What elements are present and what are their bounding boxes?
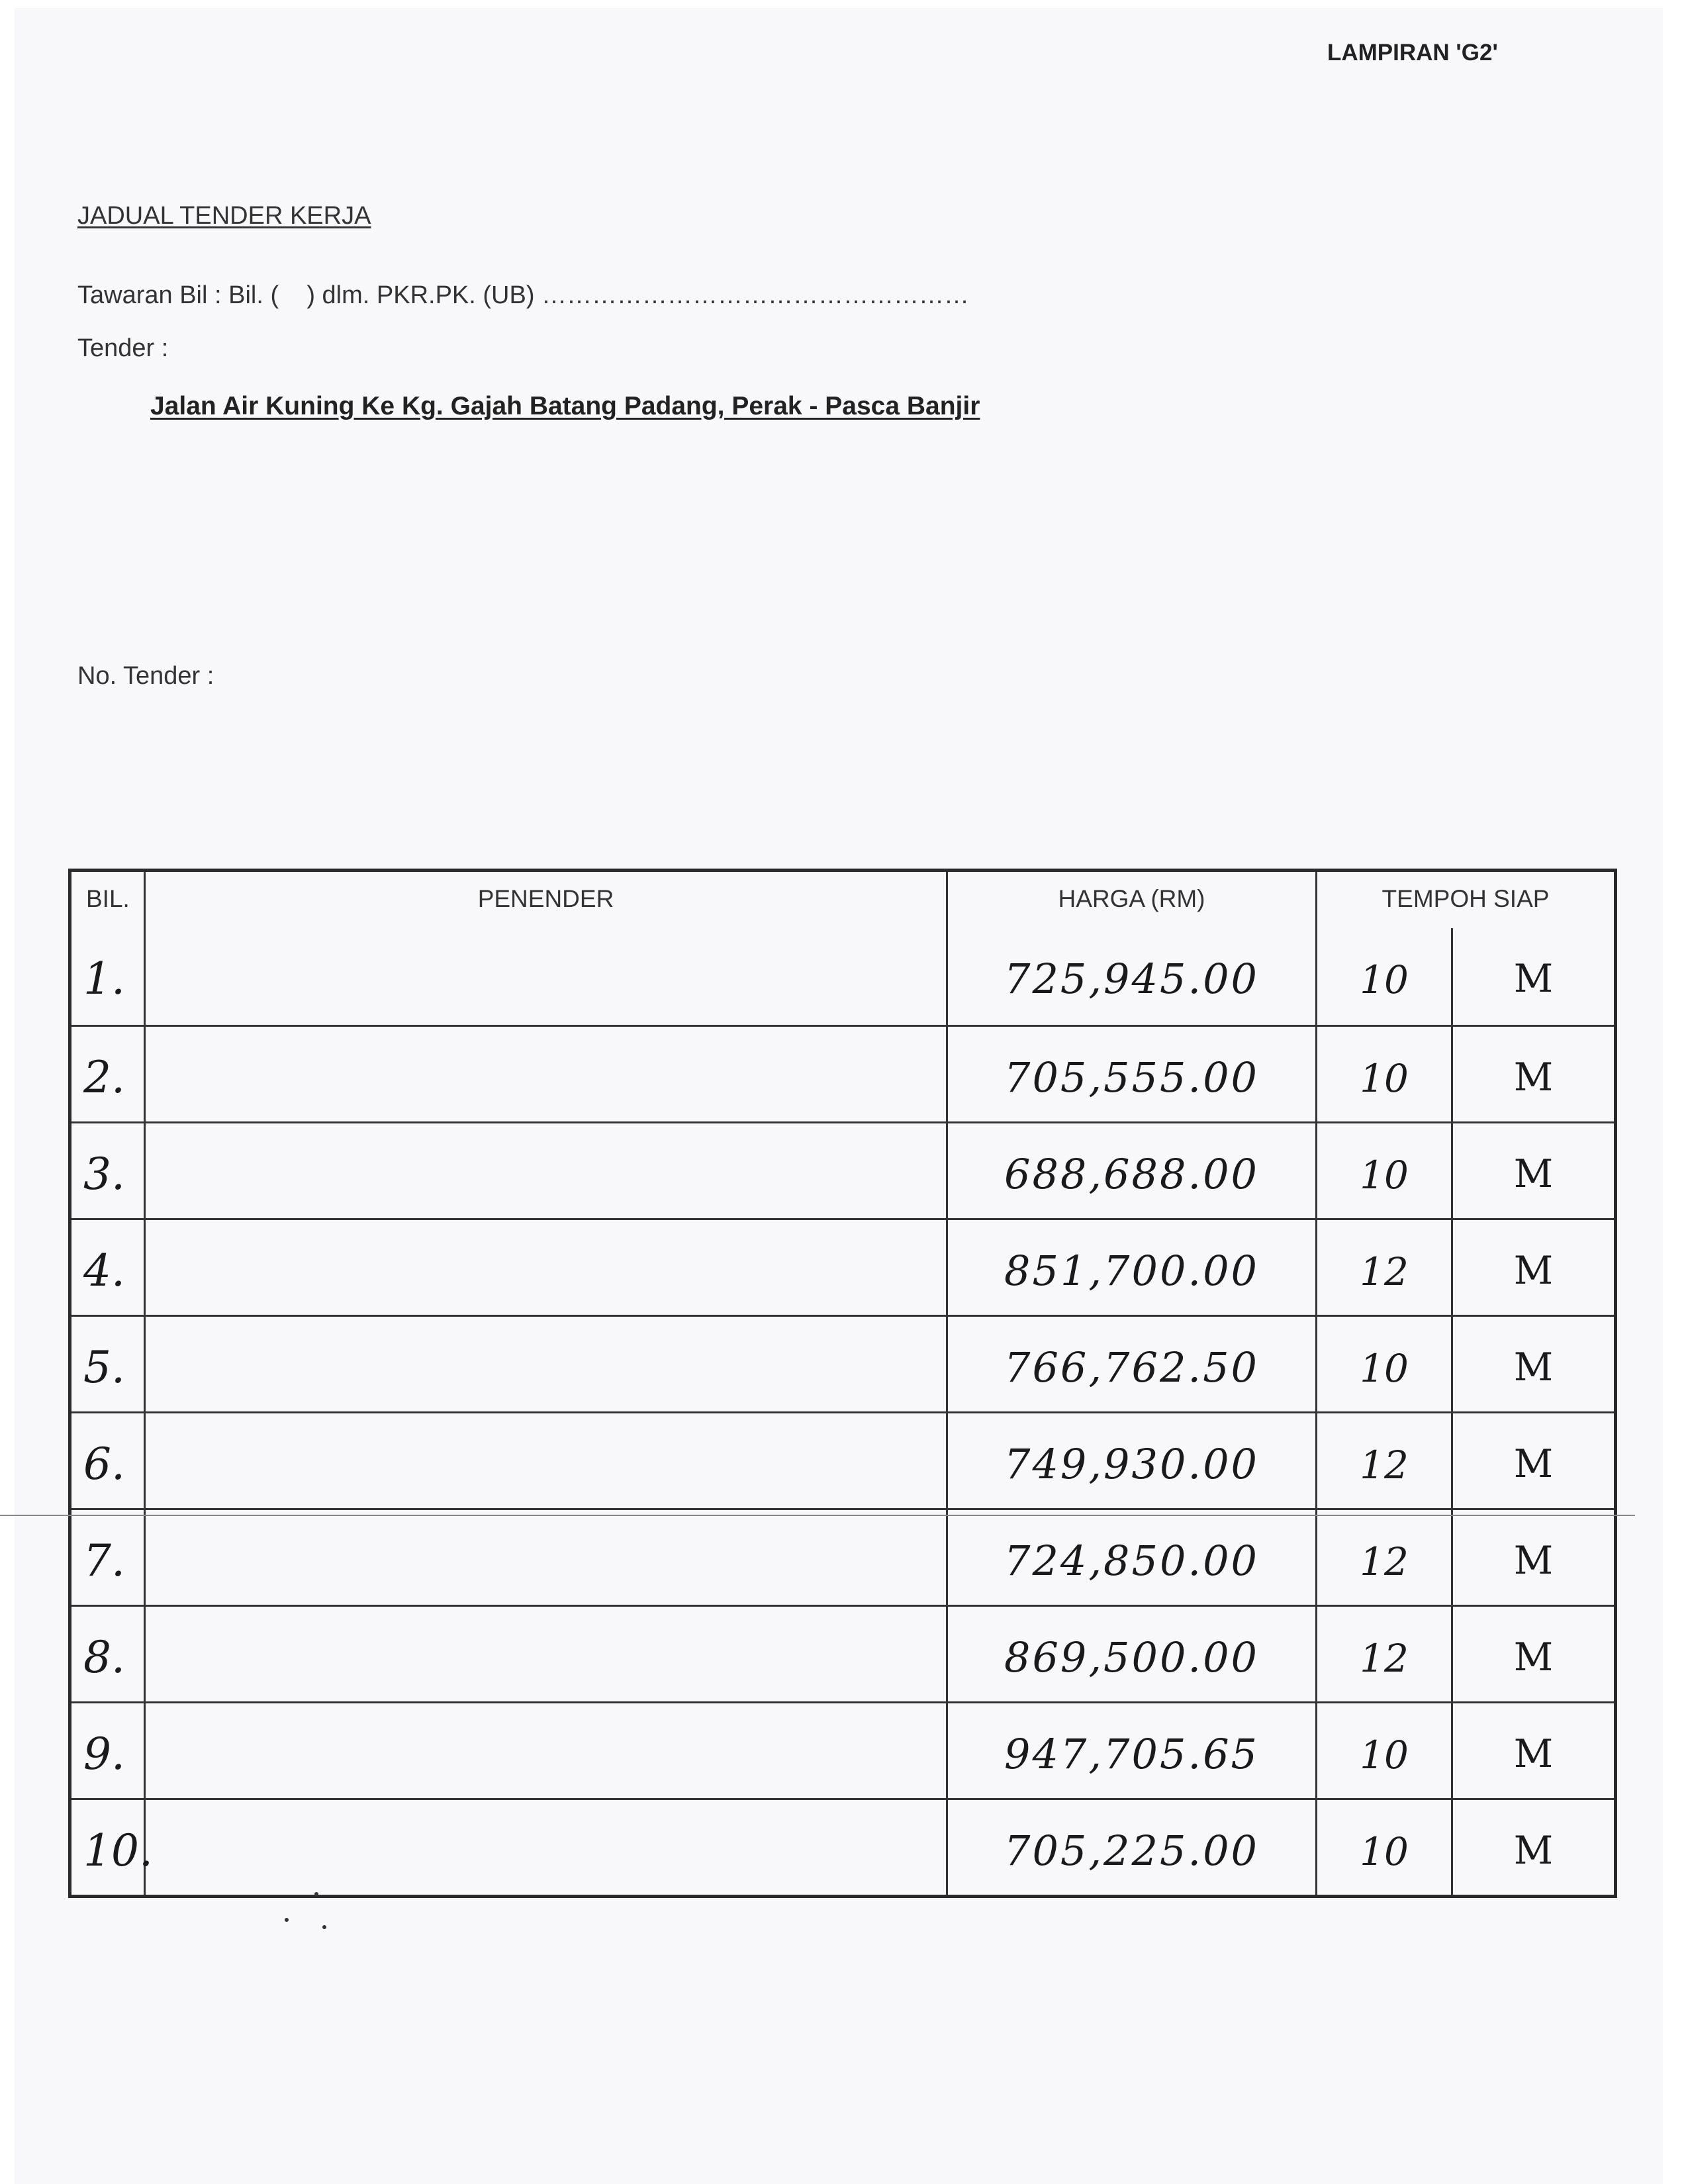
harga-value: 724,850.00 [1004, 1537, 1259, 1585]
harga-value: 749,930.00 [1004, 1440, 1259, 1488]
cell-tempoh-number [1317, 928, 1453, 1025]
bil-value: 6. [83, 1439, 125, 1490]
table-body [71, 928, 1614, 1895]
cell-bil [71, 1317, 146, 1411]
tempoh-value: 10 [1360, 1056, 1409, 1101]
tawaran-line: Tawaran Bil : Bil. ( ) dlm. PKR.PK. (UB) …………………………………………… [77, 281, 970, 309]
bil-value: 9. [83, 1729, 125, 1780]
scan-artifact-line [0, 1515, 1635, 1516]
cell-tempoh-unit [1453, 1800, 1614, 1895]
bil-value: 2. [83, 1052, 125, 1103]
tempoh-value: 12 [1360, 1249, 1409, 1294]
header-tempoh-label: TEMPOH SIAP [1382, 885, 1550, 912]
tempoh-value: 10 [1360, 1346, 1409, 1391]
cell-harga [948, 1317, 1317, 1411]
table-row [71, 1025, 1614, 1121]
harga-value: 947,705.65 [1004, 1730, 1259, 1778]
cell-penender [146, 1703, 948, 1798]
bil-value: 8. [83, 1632, 125, 1683]
bil-value: 4. [83, 1245, 125, 1296]
tempoh-value: 12 [1360, 1539, 1409, 1584]
scan-speck [285, 1918, 289, 1922]
table-row [71, 1798, 1614, 1895]
cell-bil [71, 928, 146, 1025]
cell-tempoh-unit [1453, 1510, 1614, 1605]
scan-speck [322, 1925, 326, 1929]
tempoh-unit: M [1513, 1055, 1554, 1100]
cell-harga [948, 1510, 1317, 1605]
bil-value: 5. [83, 1342, 125, 1393]
harga-value: 705,225.00 [1004, 1827, 1259, 1875]
tempoh-unit: M [1513, 1538, 1554, 1583]
cell-harga [948, 1703, 1317, 1798]
cell-harga [948, 928, 1317, 1025]
cell-penender [146, 1510, 948, 1605]
harga-value: 766,762.50 [1004, 1343, 1259, 1392]
lampiran-label: LAMPIRAN 'G2' [1327, 40, 1498, 66]
tender-label: Tender : [77, 334, 169, 362]
cell-bil [71, 1123, 146, 1218]
cell-penender [146, 1607, 948, 1701]
cell-tempoh-number [1317, 1220, 1453, 1315]
cell-harga [948, 1220, 1317, 1315]
cell-bil [71, 1027, 146, 1121]
cell-tempoh-unit [1453, 928, 1614, 1025]
cell-tempoh-number [1317, 1123, 1453, 1218]
cell-bil [71, 1607, 146, 1701]
header-bil-label: BIL. [86, 885, 130, 912]
tempoh-value: 10 [1360, 1153, 1409, 1198]
table-row [71, 1121, 1614, 1218]
cell-bil [71, 1510, 146, 1605]
header-harga-label: HARGA (RM) [1058, 885, 1205, 912]
table-row [71, 928, 1614, 1025]
header-cell-tempoh [1317, 872, 1614, 928]
tempoh-unit: M [1513, 1635, 1554, 1680]
cell-tempoh-unit [1453, 1220, 1614, 1315]
cell-tempoh-number [1317, 1703, 1453, 1798]
table-row [71, 1218, 1614, 1315]
table-header-row [71, 872, 1614, 928]
cell-tempoh-unit [1453, 1703, 1614, 1798]
cell-tempoh-unit [1453, 1027, 1614, 1121]
header-penender-label: PENENDER [477, 885, 614, 912]
harga-value: 688,688.00 [1004, 1150, 1259, 1198]
cell-penender [146, 1027, 948, 1121]
tempoh-unit: M [1513, 1248, 1554, 1293]
harga-value: 725,945.00 [1004, 955, 1259, 1003]
header-cell-harga [948, 872, 1317, 928]
cell-tempoh-unit [1453, 1317, 1614, 1411]
tempoh-unit: M [1513, 1345, 1554, 1390]
cell-penender [146, 1123, 948, 1218]
cell-harga [948, 1123, 1317, 1218]
bil-value: 10. [83, 1825, 153, 1876]
bil-value: 1. [83, 953, 125, 1004]
tempoh-value: 12 [1360, 1636, 1409, 1681]
tempoh-unit: M [1513, 1731, 1554, 1776]
tender-table [68, 869, 1617, 1898]
no-tender-label: No. Tender : [77, 662, 214, 690]
tempoh-value: 12 [1360, 1443, 1409, 1488]
harga-value: 705,555.00 [1004, 1053, 1259, 1102]
tempoh-unit: M [1513, 956, 1554, 1001]
cell-tempoh-number [1317, 1607, 1453, 1701]
cell-tempoh-unit [1453, 1123, 1614, 1218]
table-row [71, 1508, 1614, 1605]
tempoh-value: 10 [1360, 957, 1409, 1002]
cell-harga [948, 1607, 1317, 1701]
cell-bil [71, 1220, 146, 1315]
cell-tempoh-number [1317, 1027, 1453, 1121]
table-row [71, 1411, 1614, 1508]
document-title: JADUAL TENDER KERJA [77, 202, 371, 230]
tempoh-unit: M [1513, 1828, 1554, 1873]
table-row [71, 1605, 1614, 1701]
harga-value: 869,500.00 [1004, 1633, 1259, 1682]
cell-tempoh-number [1317, 1510, 1453, 1605]
cell-harga [948, 1800, 1317, 1895]
bil-value: 3. [83, 1149, 125, 1200]
scan-speck [314, 1892, 318, 1896]
tempoh-unit: M [1513, 1441, 1554, 1486]
cell-harga [948, 1027, 1317, 1121]
cell-harga [948, 1413, 1317, 1508]
cell-penender [146, 1220, 948, 1315]
cell-tempoh-unit [1453, 1607, 1614, 1701]
header-cell-penender [146, 872, 948, 928]
tender-title: Jalan Air Kuning Ke Kg. Gajah Batang Padang, Perak - Pasca Banjir [150, 392, 980, 420]
header-cell-bil [71, 872, 146, 928]
cell-bil [71, 1413, 146, 1508]
tempoh-unit: M [1513, 1151, 1554, 1196]
cell-tempoh-number [1317, 1317, 1453, 1411]
harga-value: 851,700.00 [1004, 1247, 1259, 1295]
cell-penender [146, 1317, 948, 1411]
tempoh-value: 10 [1360, 1733, 1409, 1778]
cell-penender [146, 928, 948, 1025]
cell-penender [146, 1800, 948, 1895]
table-row [71, 1315, 1614, 1411]
bil-value: 7. [83, 1535, 125, 1586]
cell-bil [71, 1703, 146, 1798]
cell-tempoh-number [1317, 1800, 1453, 1895]
tempoh-value: 10 [1360, 1829, 1409, 1874]
cell-tempoh-unit [1453, 1413, 1614, 1508]
cell-tempoh-number [1317, 1413, 1453, 1508]
cell-bil [71, 1800, 153, 1895]
table-row [71, 1701, 1614, 1798]
cell-penender [146, 1413, 948, 1508]
